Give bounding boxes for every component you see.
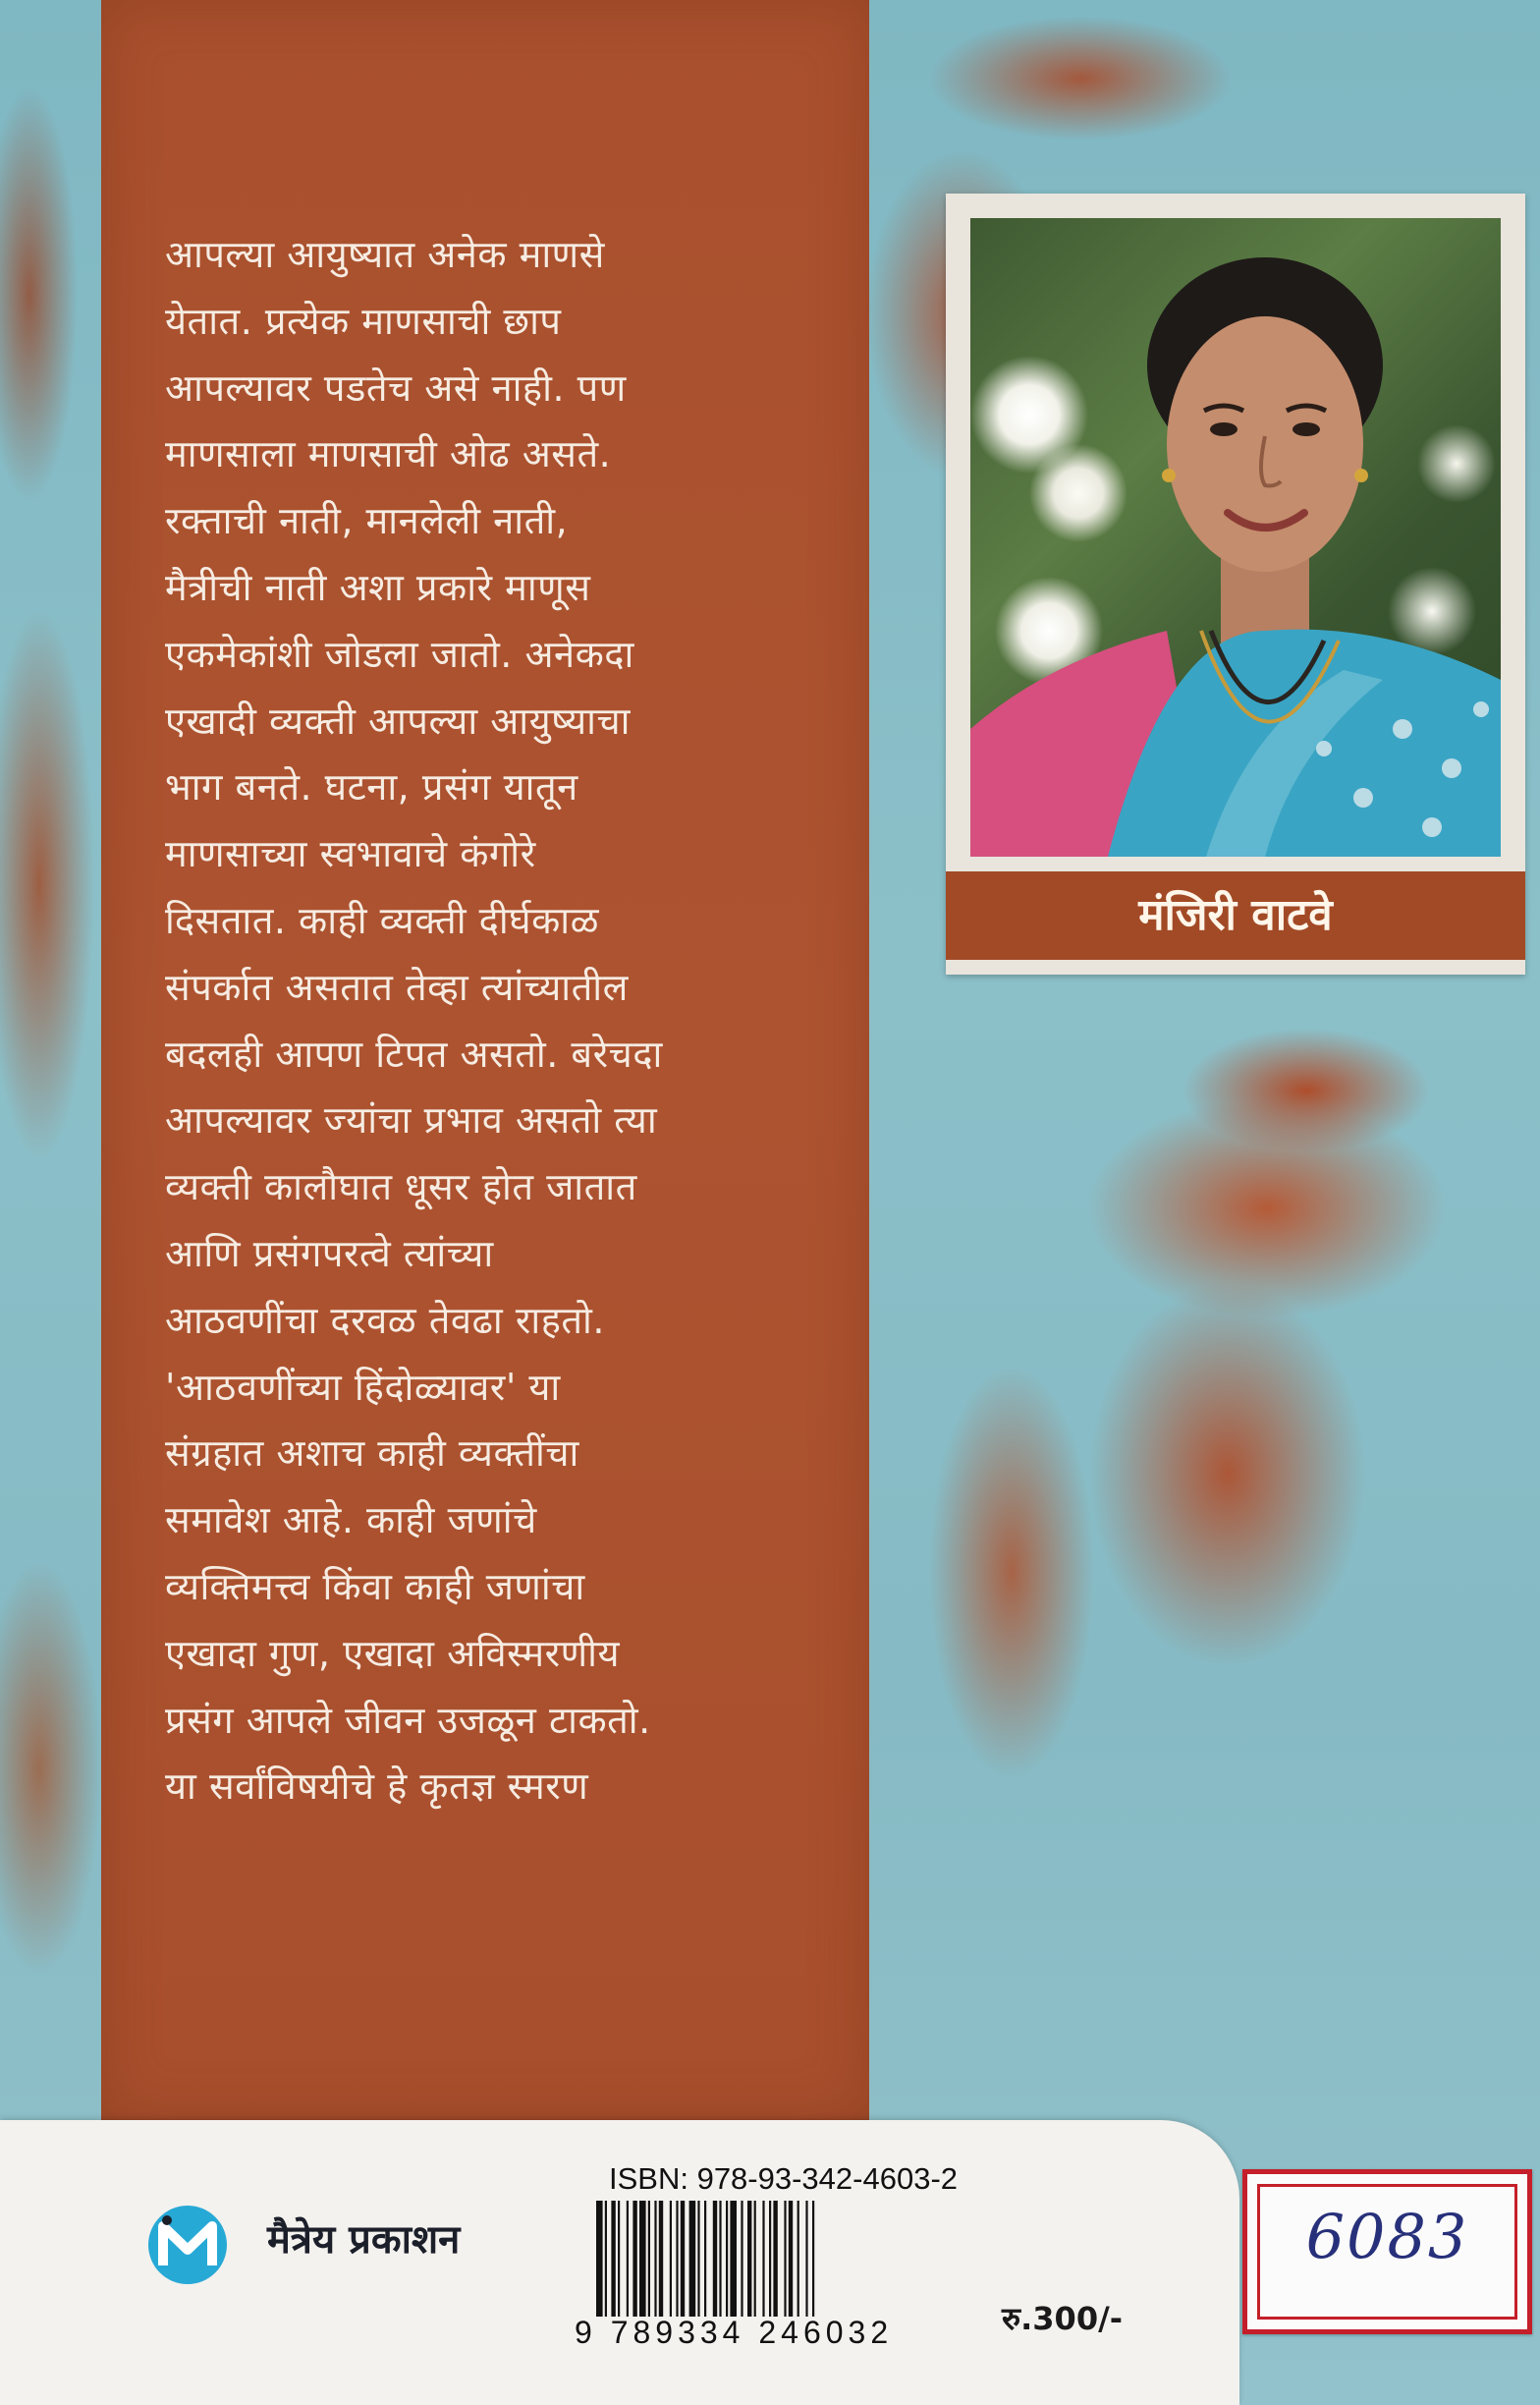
publisher-m-logo-icon <box>147 2205 228 2285</box>
blurb-line: प्रसंग आपले जीवन उजळून टाकतो. <box>165 1698 651 1742</box>
author-photo-frame <box>946 194 1525 975</box>
blurb-line: भाग बनते. घटना, प्रसंग यातून <box>165 765 578 810</box>
author-name: मंजिरी वाटवे <box>946 871 1525 960</box>
blurb-line: आठवणींचा दरवळ तेवढा राहतो. <box>165 1298 605 1342</box>
author-portrait-illustration <box>970 218 1501 857</box>
isbn-label: ISBN: 978-93-342-4603-2 <box>609 2161 959 2196</box>
blurb-line: एखादा गुण, एखादा अविस्मरणीय <box>165 1631 621 1675</box>
blurb-line: दिसतात. काही व्यक्ती दीर्घकाळ <box>165 898 600 942</box>
price: रु.300/- <box>1002 2300 1124 2337</box>
blurb-line: माणसाच्या स्वभावाचे कंगोरे <box>165 832 536 876</box>
blurb-line: एखादी व्यक्ती आपल्या आयुष्याचा <box>165 699 631 743</box>
publisher-name: मैत्रेय प्रकाशन <box>267 2217 461 2263</box>
blurb-line: आणि प्रसंगपरत्वे त्यांच्या <box>165 1231 494 1275</box>
publisher-strip <box>0 2120 1239 2405</box>
isbn-barcode <box>594 2201 960 2317</box>
blurb-line: या सर्वांविषयीचे हे कृतज्ञ स्मरण <box>165 1764 589 1809</box>
blurb-line: आपल्यावर ज्यांचा प्रभाव असतो त्या <box>165 1098 658 1143</box>
blurb-line: समावेश आहे. काही जणांचे <box>165 1498 537 1542</box>
blurb-line: रक्ताची नाती, मानलेली नाती, <box>165 499 569 543</box>
library-accession-sticker <box>1242 2169 1532 2334</box>
blurb-text <box>165 222 892 1820</box>
blurb-line: एकमेकांशी जोडला जातो. अनेकदा <box>165 632 634 676</box>
blurb-line: 'आठवणींच्या हिंदोळ्यावर' या <box>165 1365 561 1409</box>
blurb-line: आपल्यावर पडतेच असे नाही. पण <box>165 365 627 410</box>
blurb-line: येतात. प्रत्येक माणसाची छाप <box>165 299 562 343</box>
author-photo <box>970 218 1501 857</box>
barcode-digits: 9 789334 246032 <box>575 2315 894 2350</box>
blurb-line: बदलही आपण टिपत असतो. बरेचदा <box>165 1032 663 1076</box>
blurb-line: मैत्रीची नाती अशा प्रकारे माणूस <box>165 565 591 609</box>
blurb-line: व्यक्तिमत्त्व किंवा काही जणांचा <box>165 1564 585 1608</box>
accession-number: 6083 <box>1305 2201 1469 2272</box>
blurb-line: आपल्या आयुष्यात अनेक माणसे <box>165 233 605 276</box>
blurb-line: संपर्कात असतात तेव्हा त्यांच्यातील <box>165 965 629 1009</box>
blurb-line: माणसाला माणसाची ओढ असते. <box>165 432 612 476</box>
blurb-line: संग्रहात अशाच काही व्यक्तींचा <box>165 1431 579 1476</box>
blurb-line: व्यक्ती कालौघात धूसर होत जातात <box>165 1165 637 1209</box>
blurb-panel <box>101 0 869 2122</box>
